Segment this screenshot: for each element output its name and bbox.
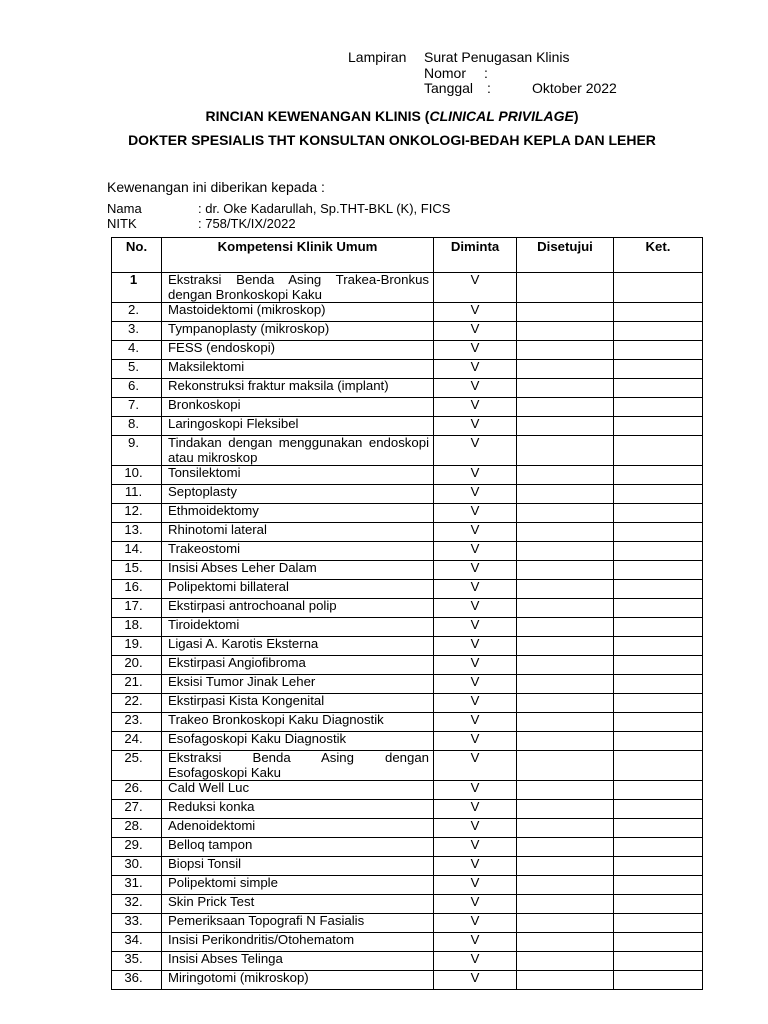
table-row [112,876,703,895]
disetujui-cell [517,485,614,504]
row-number: 20. [112,656,162,675]
ket-cell [614,398,703,417]
ket-cell [614,417,703,436]
lampiran-label: Lampiran [348,49,407,65]
diminta-cell: V [434,485,517,504]
table-row [112,542,703,561]
row-number: 26. [112,781,162,800]
row-number: 28. [112,819,162,838]
disetujui-cell [517,580,614,599]
diminta-cell: V [434,914,517,933]
table-row [112,618,703,637]
table-row [112,637,703,656]
nitk-value: : 758/TK/IX/2022 [198,216,296,231]
disetujui-cell [517,379,614,398]
tanggal-value: Oktober 2022 [532,80,617,96]
ket-cell [614,580,703,599]
competency-name: Ekstraksi Benda Asing Trakea-Bronkus dengan Bronkoskopi Kaku [162,273,434,303]
table-row [112,273,703,303]
ket-cell [614,694,703,713]
disetujui-cell [517,436,614,466]
ket-cell [614,781,703,800]
ket-cell [614,436,703,466]
table-row [112,379,703,398]
given-to-text: Kewenangan ini diberikan kepada : [107,179,325,195]
diminta-cell: V [434,895,517,914]
competency-name: Rhinotomi lateral [162,523,434,542]
disetujui-cell [517,800,614,819]
competency-name: Ekstirpasi Angiofibroma [162,656,434,675]
table-row [112,952,703,971]
lampiran-value: Surat Penugasan Klinis [424,49,570,65]
table-row [112,417,703,436]
ket-cell [614,751,703,781]
disetujui-cell [517,542,614,561]
table-row [112,732,703,751]
diminta-cell: V [434,857,517,876]
header-ket: Ket. [614,238,703,273]
table-row [112,656,703,675]
competency-name: Biopsi Tonsil [162,857,434,876]
diminta-cell: V [434,732,517,751]
diminta-cell: V [434,322,517,341]
diminta-cell: V [434,675,517,694]
competency-name: Reduksi konka [162,800,434,819]
diminta-cell: V [434,838,517,857]
competency-name: Tindakan dengan menggunakan endoskopi atau mikroskop [162,436,434,466]
ket-cell [614,485,703,504]
ket-cell [614,637,703,656]
row-number: 19. [112,637,162,656]
diminta-cell: V [434,542,517,561]
row-number: 32. [112,895,162,914]
privilege-table [111,237,703,990]
row-number: 33. [112,914,162,933]
disetujui-cell [517,322,614,341]
header-diminta: Diminta [434,238,517,273]
disetujui-cell [517,504,614,523]
table-row [112,895,703,914]
table-row [112,751,703,781]
disetujui-cell [517,952,614,971]
row-number: 7. [112,398,162,417]
row-number: 13. [112,523,162,542]
table-body [112,273,703,990]
table-row [112,303,703,322]
competency-name: Mastoidektomi (mikroskop) [162,303,434,322]
diminta-cell: V [434,952,517,971]
ket-cell [614,656,703,675]
table-row [112,675,703,694]
row-number: 1 [112,273,162,303]
row-number: 8. [112,417,162,436]
disetujui-cell [517,466,614,485]
row-number: 24. [112,732,162,751]
table-row [112,857,703,876]
ket-cell [614,322,703,341]
row-number: 5. [112,360,162,379]
competency-name: Ethmoidektomy [162,504,434,523]
table-row [112,436,703,466]
nitk-label: NITK [107,216,137,231]
document-title [0,108,768,124]
disetujui-cell [517,561,614,580]
table-row [112,341,703,360]
row-number: 34. [112,933,162,952]
table-row [112,504,703,523]
table-row [112,914,703,933]
table-row [112,713,703,732]
disetujui-cell [517,838,614,857]
competency-name: Rekonstruksi fraktur maksila (implant) [162,379,434,398]
diminta-cell: V [434,561,517,580]
diminta-cell: V [434,417,517,436]
table-row [112,838,703,857]
competency-name: Esofagoskopi Kaku Diagnostik [162,732,434,751]
ket-cell [614,876,703,895]
competency-name: Trakeo Bronkoskopi Kaku Diagnostik [162,713,434,732]
disetujui-cell [517,675,614,694]
header-no: No. [112,238,162,273]
diminta-cell: V [434,504,517,523]
disetujui-cell [517,656,614,675]
competency-name: Insisi Abses Leher Dalam [162,561,434,580]
ket-cell [614,857,703,876]
tanggal-colon: : [487,80,491,96]
ket-cell [614,819,703,838]
competency-name: Maksilektomi [162,360,434,379]
ket-cell [614,914,703,933]
row-number: 18. [112,618,162,637]
table-row [112,398,703,417]
ket-cell [614,273,703,303]
row-number: 10. [112,466,162,485]
row-number: 31. [112,876,162,895]
header-kompetensi: Kompetensi Klinik Umum [162,238,434,273]
title-prefix: RINCIAN KEWENANGAN KLINIS ( [205,108,430,124]
table-row [112,561,703,580]
table-row [112,819,703,838]
diminta-cell: V [434,599,517,618]
ket-cell [614,800,703,819]
row-number: 11. [112,485,162,504]
row-number: 36. [112,971,162,990]
ket-cell [614,599,703,618]
diminta-cell: V [434,379,517,398]
disetujui-cell [517,819,614,838]
table-row [112,971,703,990]
disetujui-cell [517,781,614,800]
competency-name: Skin Prick Test [162,895,434,914]
row-number: 14. [112,542,162,561]
disetujui-cell [517,303,614,322]
diminta-cell: V [434,800,517,819]
competency-name: Ekstraksi Benda Asing dengan Esofagoskopi Kaku [162,751,434,781]
document-subtitle: DOKTER SPESIALIS THT KONSULTAN ONKOLOGI-BEDAH KEPLA DAN LEHER [128,132,656,148]
diminta-cell: V [434,618,517,637]
competency-name: Tiroidektomi [162,618,434,637]
row-number: 21. [112,675,162,694]
row-number: 15. [112,561,162,580]
disetujui-cell [517,751,614,781]
ket-cell [614,542,703,561]
disetujui-cell [517,694,614,713]
ket-cell [614,933,703,952]
ket-cell [614,971,703,990]
disetujui-cell [517,523,614,542]
ket-cell [614,341,703,360]
row-number: 25. [112,751,162,781]
diminta-cell: V [434,360,517,379]
competency-name: Septoplasty [162,485,434,504]
competency-name: Tympanoplasty (mikroskop) [162,322,434,341]
diminta-cell: V [434,580,517,599]
diminta-cell: V [434,971,517,990]
row-number: 9. [112,436,162,466]
ket-cell [614,713,703,732]
ket-cell [614,618,703,637]
ket-cell [614,379,703,398]
title-suffix: ) [573,108,579,124]
row-number: 17. [112,599,162,618]
header-disetujui: Disetujui [517,238,614,273]
row-number: 16. [112,580,162,599]
competency-name: Polipektomi billateral [162,580,434,599]
disetujui-cell [517,857,614,876]
disetujui-cell [517,933,614,952]
diminta-cell: V [434,341,517,360]
diminta-cell: V [434,781,517,800]
disetujui-cell [517,895,614,914]
row-number: 30. [112,857,162,876]
nama-value: : dr. Oke Kadarullah, Sp.THT-BKL (K), FICS [198,201,451,216]
row-number: 35. [112,952,162,971]
competency-name: Insisi Perikondritis/Otohematom [162,933,434,952]
diminta-cell: V [434,466,517,485]
ket-cell [614,732,703,751]
diminta-cell: V [434,637,517,656]
competency-name: Insisi Abses Telinga [162,952,434,971]
competency-name: Belloq tampon [162,838,434,857]
table-row [112,485,703,504]
diminta-cell: V [434,398,517,417]
table-row [112,580,703,599]
diminta-cell: V [434,656,517,675]
table-row [112,933,703,952]
competency-name: Ekstirpasi Kista Kongenital [162,694,434,713]
disetujui-cell [517,914,614,933]
competency-name: Ekstirpasi antrochoanal polip [162,599,434,618]
row-number: 22. [112,694,162,713]
ket-cell [614,895,703,914]
disetujui-cell [517,618,614,637]
disetujui-cell [517,637,614,656]
diminta-cell: V [434,523,517,542]
competency-name: Tonsilektomi [162,466,434,485]
row-number: 23. [112,713,162,732]
nomor-colon: : [484,65,488,81]
competency-name: Eksisi Tumor Jinak Leher [162,675,434,694]
table-row [112,599,703,618]
competency-name: Miringotomi (mikroskop) [162,971,434,990]
disetujui-cell [517,876,614,895]
diminta-cell: V [434,694,517,713]
diminta-cell: V [434,713,517,732]
table-row [112,694,703,713]
disetujui-cell [517,360,614,379]
nomor-label: Nomor [424,65,467,81]
row-number: 12. [112,504,162,523]
table-row [112,781,703,800]
disetujui-cell [517,341,614,360]
table-row [112,800,703,819]
competency-name: Cald Well Luc [162,781,434,800]
competency-name: Polipektomi simple [162,876,434,895]
ket-cell [614,360,703,379]
diminta-cell: V [434,436,517,466]
diminta-cell: V [434,819,517,838]
ket-cell [614,675,703,694]
nama-label: Nama [107,201,142,216]
ket-cell [614,466,703,485]
tanggal-label: Tanggal [424,80,474,96]
disetujui-cell [517,599,614,618]
row-number: 29. [112,838,162,857]
diminta-cell: V [434,751,517,781]
diminta-cell: V [434,933,517,952]
row-number: 4. [112,341,162,360]
ket-cell [614,504,703,523]
ket-cell [614,561,703,580]
row-number: 2. [112,303,162,322]
table-row [112,322,703,341]
disetujui-cell [517,273,614,303]
disetujui-cell [517,398,614,417]
competency-name: Adenoidektomi [162,819,434,838]
table-row [112,466,703,485]
disetujui-cell [517,732,614,751]
disetujui-cell [517,971,614,990]
competency-name: Laringoskopi Fleksibel [162,417,434,436]
competency-name: FESS (endoskopi) [162,341,434,360]
title-italic: CLINICAL PRIVILAGE [429,108,574,124]
row-number: 6. [112,379,162,398]
diminta-cell: V [434,876,517,895]
ket-cell [614,303,703,322]
ket-cell [614,838,703,857]
table-row [112,360,703,379]
competency-name: Bronkoskopi [162,398,434,417]
competency-name: Pemeriksaan Topografi N Fasialis [162,914,434,933]
diminta-cell: V [434,273,517,303]
disetujui-cell [517,713,614,732]
table-header-row [112,238,703,273]
diminta-cell: V [434,303,517,322]
disetujui-cell [517,417,614,436]
ket-cell [614,952,703,971]
row-number: 27. [112,800,162,819]
competency-name: Trakeostomi [162,542,434,561]
ket-cell [614,523,703,542]
table-row [112,523,703,542]
competency-name: Ligasi A. Karotis Eksterna [162,637,434,656]
row-number: 3. [112,322,162,341]
